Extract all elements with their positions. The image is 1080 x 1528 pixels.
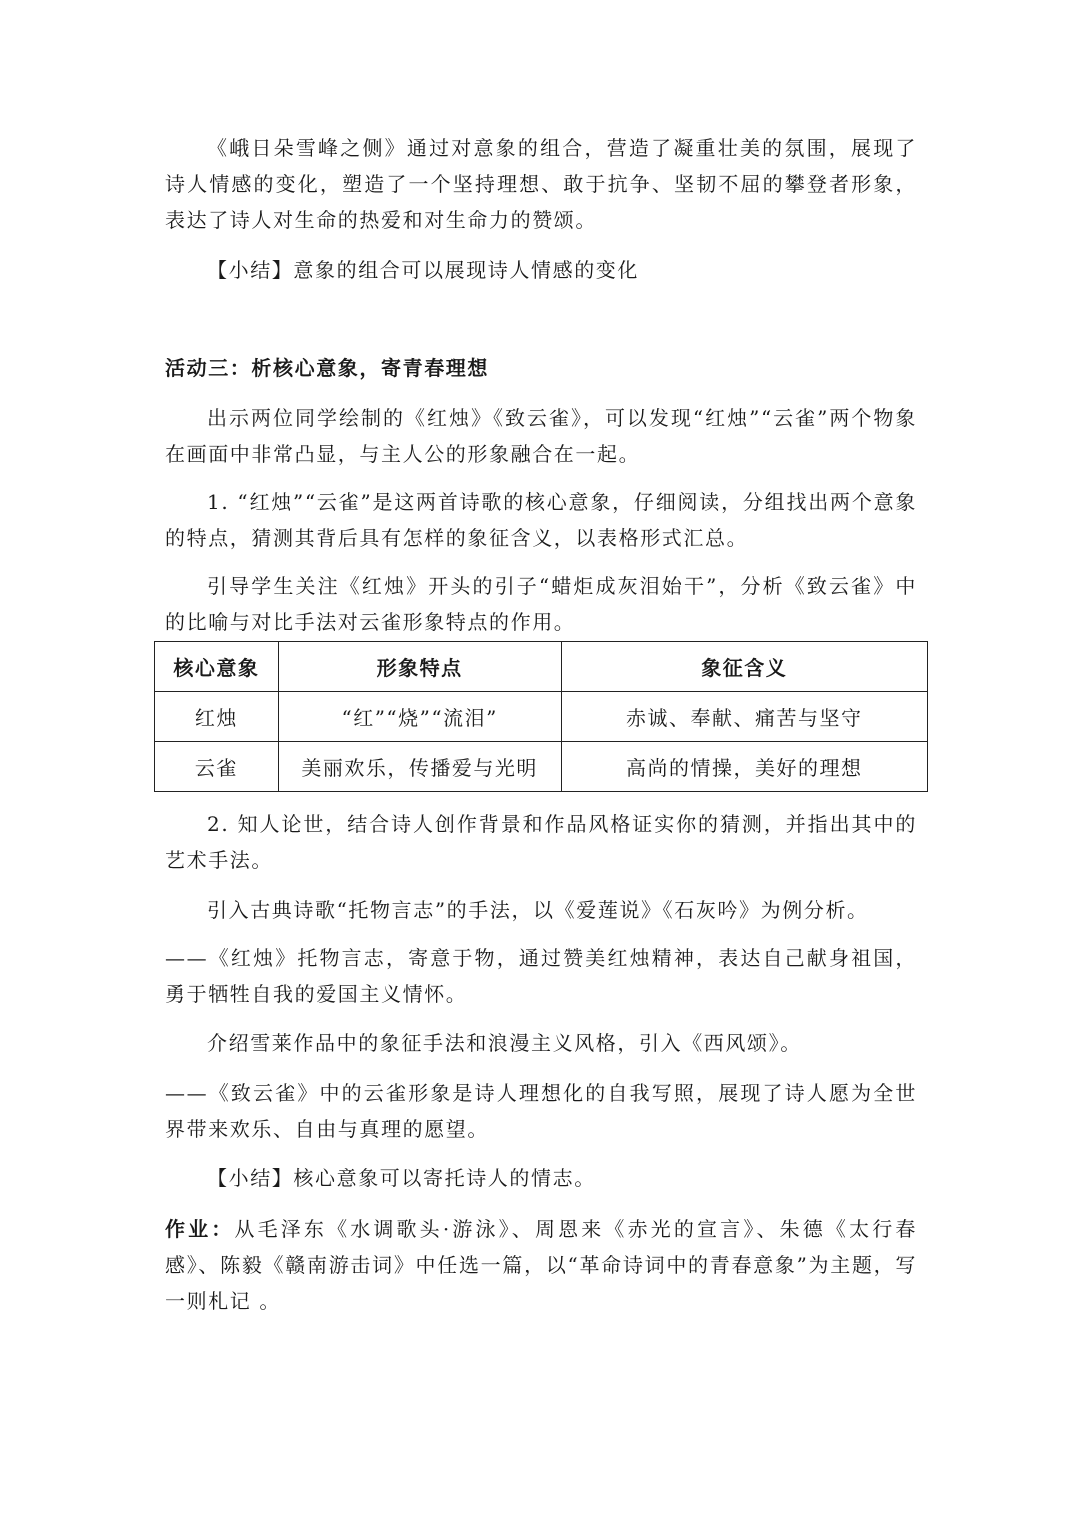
table-header: 形象特点 [278, 642, 561, 692]
homework-paragraph [165, 1211, 917, 1319]
table-cell: 高尚的情操，美好的理想 [561, 742, 927, 792]
summary-1: 【小结】意象的组合可以展现诗人情感的变化 [207, 258, 639, 282]
summary-2: 【小结】核心意象可以寄托诗人的情志。 [207, 1166, 596, 1190]
activity-3-heading: 活动三：析核心意象，寄青春理想 [165, 356, 489, 380]
table-row [155, 742, 928, 792]
homework-label: 作业： [165, 1217, 235, 1241]
table-row [155, 692, 928, 742]
homework-text: 从毛泽东《水调歌头·游泳》、周恩来《赤光的宣言》、朱德《太行春感》、陈毅《赣南游击词》中任选一篇，以“革命诗词中的青春意象”为主题，写一则札记 。 [165, 1217, 917, 1313]
table-header-row [155, 642, 928, 692]
table-cell: 云雀 [155, 742, 279, 792]
table-cell: 红烛 [155, 692, 279, 742]
analysis-red-candle: ——《红烛》托物言志，寄意于物，通过赞美红烛精神，表达自己献身祖国，勇于牺牲自我的爱国主义情怀。 [165, 946, 917, 1006]
imagery-table [154, 641, 928, 792]
guide-3: 介绍雪莱作品中的象征手法和浪漫主义风格，引入《西风颂》。 [207, 1031, 802, 1055]
table-header: 核心意象 [155, 642, 279, 692]
task-2: 2. 知人论世，结合诗人创作背景和作品风格证实你的猜测，并指出其中的艺术手法。 [165, 812, 917, 872]
paragraph-summary-poem: 《峨日朵雪峰之侧》通过对意象的组合，营造了凝重壮美的氛围，展现了诗人情感的变化，塑造了一个坚持理想、敢于抗争、坚韧不屈的攀登者形象，表达了诗人对生命的热爱和对生命力的赞颂。 [165, 136, 917, 232]
analysis-skylark: ——《致云雀》中的云雀形象是诗人理想化的自我写照，展现了诗人愿为全世界带来欢乐、自由与真理的愿望。 [165, 1081, 917, 1141]
table-cell: “红”“烧”“流泪” [278, 692, 561, 742]
table-cell: 美丽欢乐，传播爱与光明 [278, 742, 561, 792]
table-header: 象征含义 [561, 642, 927, 692]
paragraph-intro: 出示两位同学绘制的《红烛》《致云雀》，可以发现“红烛”“云雀”两个物象在画面中非常凸显，与主人公的形象融合在一起。 [165, 406, 917, 466]
table-cell: 赤诚、奉献、痛苦与坚守 [561, 692, 927, 742]
guide-1: 引导学生关注《红烛》开头的引子“蜡炬成灰泪始干”，分析《致云雀》中的比喻与对比手法对云雀形象特点的作用。 [165, 574, 917, 634]
guide-2: 引入古典诗歌“托物言志”的手法，以《爱莲说》《石灰吟》为例分析。 [207, 898, 869, 922]
task-1: 1. “红烛”“云雀”是这两首诗歌的核心意象，仔细阅读，分组找出两个意象的特点，猜测其背后具有怎样的象征含义，以表格形式汇总。 [165, 490, 917, 550]
